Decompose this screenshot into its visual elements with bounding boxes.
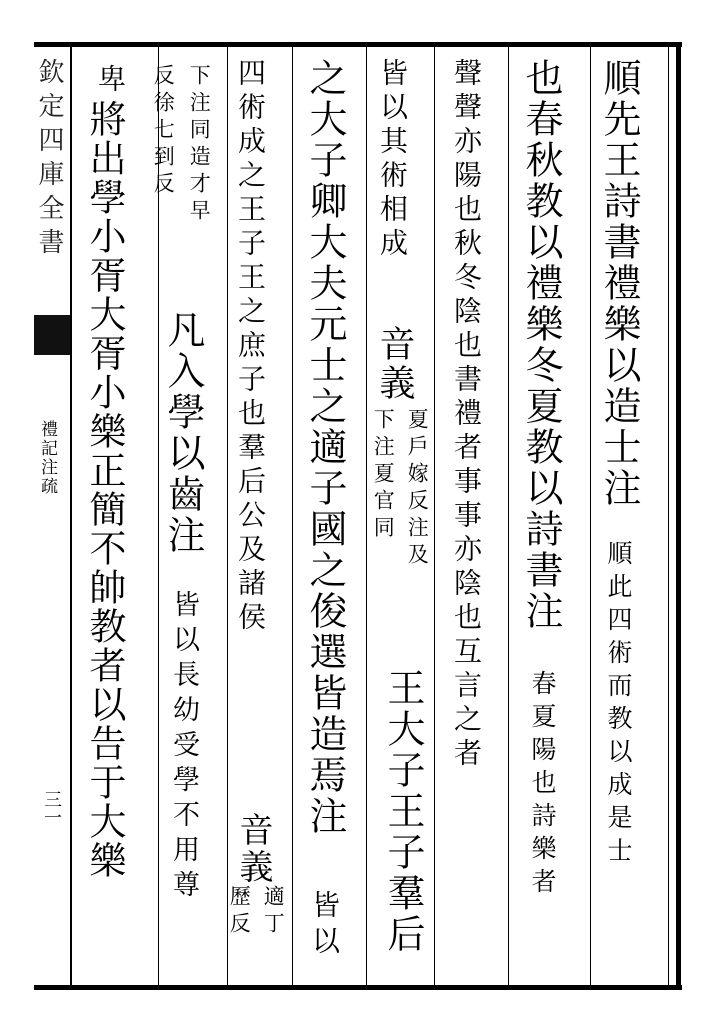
column-5-note: 皆以 xyxy=(308,890,341,962)
column-rule xyxy=(508,46,509,986)
frame-bottom-border xyxy=(34,985,682,990)
column-rule xyxy=(227,46,228,986)
column-6-note-right: 適丁 xyxy=(261,885,286,939)
column-1-main: 順先王詩書禮樂以造士注 xyxy=(597,58,641,509)
column-rule xyxy=(434,46,435,986)
page-number: 三一 xyxy=(41,790,62,826)
column-4-note-right: 夏戶嫁反注及 xyxy=(405,408,430,570)
column-4-note: 皆以其術相成 xyxy=(376,58,409,262)
column-4-yinyi-label: 音義 xyxy=(374,325,415,403)
column-rule xyxy=(366,46,367,986)
column-5-main: 之大子卿大夫元士之適子國之俊選皆造焉注 xyxy=(303,58,347,837)
column-7-note-left: 反徐七到反 xyxy=(151,64,176,199)
column-8-main: 將出學小胥大胥小樂正簡不帥教者以告于大樂 xyxy=(83,100,126,880)
fishtail-mark xyxy=(34,315,70,355)
margin-divider xyxy=(70,46,72,986)
column-7-note: 皆以長幼受學不用尊 xyxy=(168,590,199,905)
column-rule xyxy=(590,46,591,986)
column-6-note-left: 歷反 xyxy=(227,885,252,939)
column-rule xyxy=(292,46,293,986)
column-2-main: 也春秋教以禮樂冬夏教以詩書注 xyxy=(519,58,563,632)
book-title: 禮記注疏 xyxy=(37,420,57,496)
column-2-note: 春夏陽也詩樂者 xyxy=(528,670,557,901)
column-1-note: 順此四術而教以成是士 xyxy=(604,540,633,870)
frame-right-inner-line xyxy=(668,46,669,986)
column-4-note-left: 下注夏官同 xyxy=(371,408,396,543)
column-8-note: 卑 xyxy=(94,64,127,100)
column-7-main: 凡入學以齒注 xyxy=(161,310,205,556)
series-title: 欽定四庫全書 xyxy=(34,58,64,262)
column-6-yinyi-label: 音義 xyxy=(233,812,273,886)
column-7-note-right: 下注同造才早 xyxy=(187,64,212,226)
frame-right-border xyxy=(676,42,681,990)
column-6-note: 四術成之王子王之庶子也羣后公及諸侯 xyxy=(234,58,267,636)
frame-top-border xyxy=(34,42,682,47)
column-3-note: 聲聲亦陽也秋冬陰也書禮者事事亦陰也互言之者 xyxy=(450,58,483,772)
column-4-main: 王大子王子羣后 xyxy=(381,668,425,955)
